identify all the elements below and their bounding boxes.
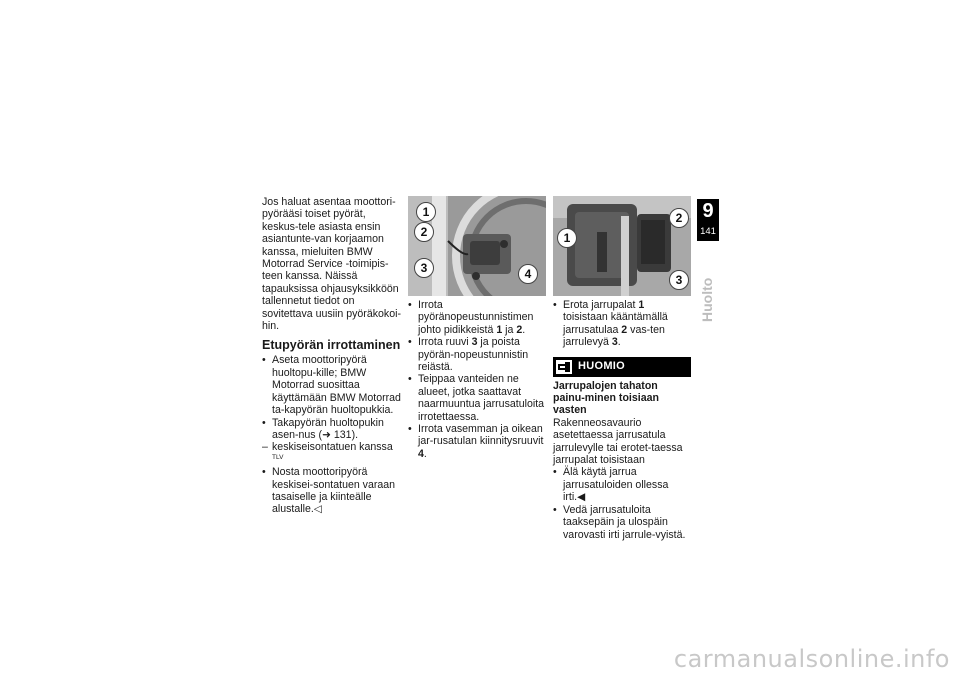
callout-2: 2 [669, 208, 689, 228]
item-text: Takapyörän huoltopukin asen-nus ( [272, 416, 384, 441]
intro-paragraph: Jos haluat asentaa moottori-pyörääsi toiset pyörät, keskus-tele asiasta ensin asiantunte-van korjaamon kanssa, mieluiten BMW Motorrad Service -toimipis-teen kanssa. Näissä tapauksissa ohjausyksikköön tallennetut tiedot on sovitettava uusiin pyöräkokoi-hin. [262, 196, 401, 333]
item-text-end: ). [351, 428, 359, 441]
list-item: • Nosta moottoripyörä keskisei-sontatuen varaan tasaiselle ja kiinteälle alustalle.◁ [262, 466, 402, 516]
item-text: Erota jarrupalat [563, 299, 639, 311]
list-item: • Vedä jarrusatuloita taaksepäin ja ulospäin varovasti irti jarrule-vyistä. [553, 504, 691, 541]
step-list-3 [553, 299, 691, 349]
item-text: ja [502, 323, 517, 336]
warning-title: HUOMIO [578, 360, 626, 373]
warning-body: Rakenneosavaurio asetettaessa jarrusatula jarrulevylle tai erotet-taessa jarrupalat toisistaan [553, 416, 683, 467]
list-item [408, 423, 546, 460]
ref-number: 3 [471, 336, 478, 349]
warning-heading: Jarrupalojen tahaton painu-minen toisiaan vasten [553, 379, 659, 417]
list-item: • Teippaa vanteiden ne alueet, jotka saattavat naarmuuntua jarrusatuloita irrotettaessa. [408, 373, 546, 423]
condition-line [262, 441, 402, 466]
item-text: toisistaan kääntämällä jarrusatulaa [563, 311, 668, 336]
step-list-1b [262, 466, 402, 516]
item-text: ja poista pyörän-nopeustunnistin reiästä. [418, 336, 529, 374]
text-column-3 [553, 196, 691, 541]
callout-3: 3 [669, 270, 689, 290]
item-text: . [423, 447, 427, 460]
callout-3: 3 [414, 258, 434, 278]
text-column-1 [262, 196, 402, 516]
callout-1: 1 [557, 228, 577, 248]
chapter-title: Huolto [699, 277, 715, 322]
list-item: • Aseta moottoripyörä huoltopu-kille; BMW Motorrad suosittaa käyttämään BMW Motorrad ta-kapyörän huoltopukkia. [262, 354, 402, 416]
list-item [262, 417, 402, 442]
brake-caliper-photo [553, 196, 691, 296]
item-text: vas-ten jarrulevyä [563, 323, 665, 349]
warning-icon [556, 360, 572, 374]
list-item [553, 299, 691, 349]
warning-list [553, 466, 691, 503]
page-number: 141 [700, 226, 716, 237]
page-reference-link[interactable]: ➜ 131 [322, 428, 352, 441]
warning-bar [553, 357, 691, 377]
ref-number: 1 [496, 323, 503, 336]
tlv-marker: TLV [272, 453, 284, 461]
item-text: Irrota pyöränopeustunnistimen johto pidikkeistä [418, 299, 534, 336]
condition-text: keskiseisontatuen kanssa [272, 441, 393, 454]
watermark: carmanualsonline.info [673, 645, 950, 673]
list-item [408, 299, 546, 336]
ref-number: 2 [516, 323, 523, 336]
callout-1: 1 [416, 202, 436, 222]
section-heading: Etupyörän irrottaminen [262, 338, 401, 353]
ref-number: 1 [638, 299, 645, 311]
item-text: Irrota ruuvi [418, 336, 472, 349]
chapter-number: 9 [702, 200, 714, 222]
front-wheel-sensor-photo [408, 196, 546, 296]
item-text: . [617, 336, 621, 349]
list-item: • Älä käytä jarrua jarrusatuloiden ollessa irti.◀ [553, 466, 691, 503]
ref-number: 4 [418, 447, 424, 460]
text-column-2 [408, 196, 546, 460]
callout-4: 4 [518, 264, 538, 284]
step-list-1 [262, 354, 402, 441]
callout-2: 2 [414, 222, 434, 242]
item-text: . [522, 323, 526, 336]
step-list-2 [408, 299, 546, 460]
item-text: Irrota vasemman ja oikean jar-rusatulan kiinnitysruuvit [418, 423, 544, 448]
ref-number: 2 [621, 323, 628, 336]
step-list-3b [553, 504, 691, 541]
ref-number: 3 [611, 336, 618, 349]
list-item [408, 336, 546, 373]
